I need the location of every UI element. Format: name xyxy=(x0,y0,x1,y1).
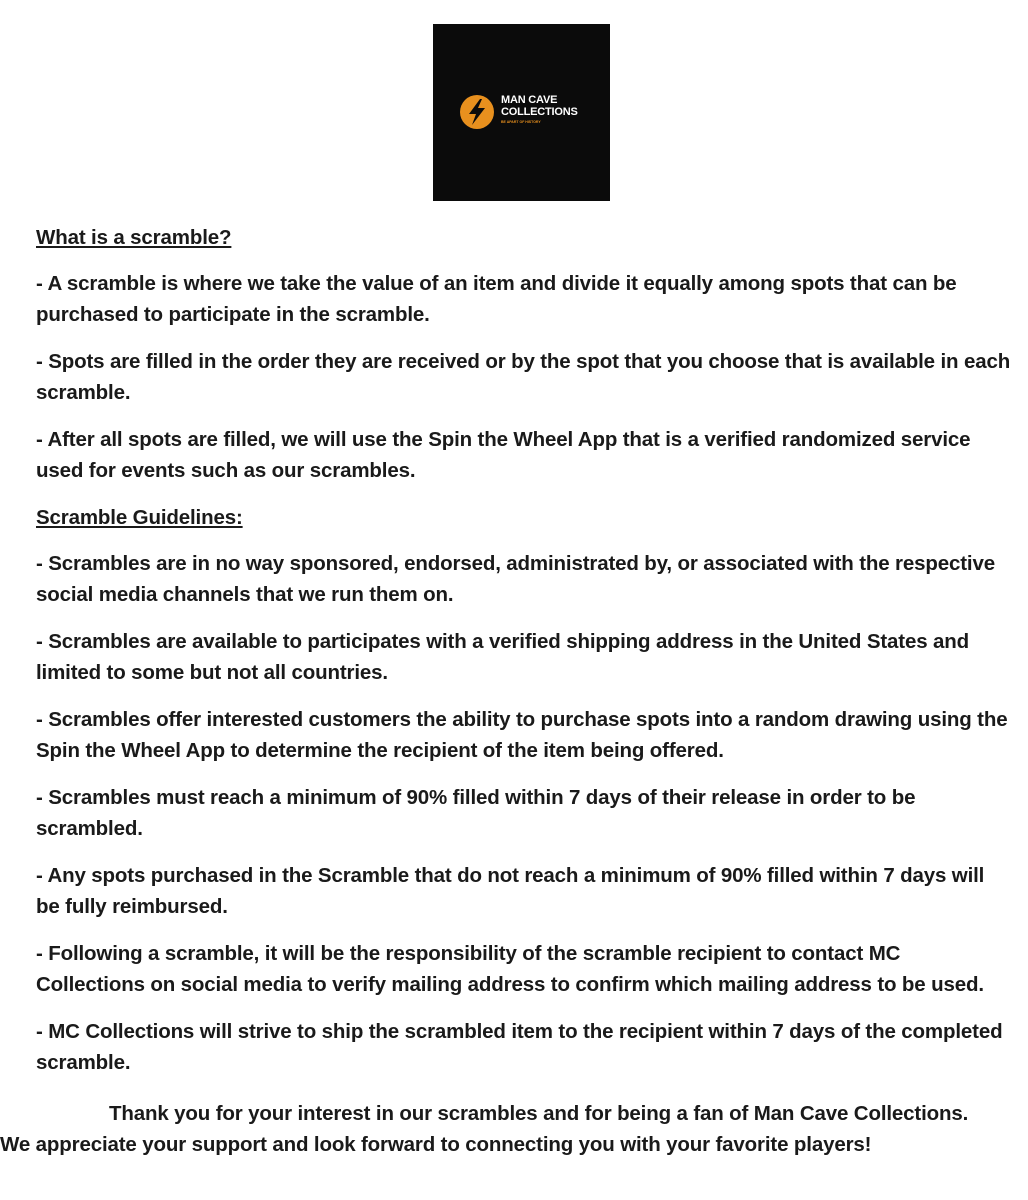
guideline-item: - Scrambles are available to participates with a verified shipping address in the United States and limited to some but not all countries. xyxy=(36,630,969,684)
guideline-item: - Scrambles must reach a minimum of 90% filled within 7 days of their release in order to be scrambled. xyxy=(36,786,916,840)
document-body xyxy=(0,222,1011,1160)
guideline-item: - Following a scramble, it will be the responsibility of the scramble recipient to contact MC Collections on social media to verify mailing address to confirm which mailing address to be used. xyxy=(36,942,984,996)
logo-line-2: COLLECTIONS xyxy=(501,106,578,118)
guideline-item: - Scrambles are in no way sponsored, endorsed, administrated by, or associated with the respective social media channels that we run them on. xyxy=(36,552,995,606)
paragraph: - Spots are filled in the order they are received or by the spot that you choose that is available in each scramble. xyxy=(36,350,1011,404)
paragraph: - A scramble is where we take the value of an item and divide it equally among spots that can be purchased to participate in the scramble. xyxy=(36,272,957,326)
guideline-item: - Scrambles offer interested customers the ability to purchase spots into a random drawing using the Spin the Wheel App to determine the recipient of the item being offered. xyxy=(36,708,1008,762)
logo-line-1: MAN CAVE xyxy=(501,94,558,106)
logo-wordmark xyxy=(501,94,578,118)
paragraph: - After all spots are filled, we will use the Spin the Wheel App that is a verified randomized service used for events such as our scrambles. xyxy=(36,428,971,482)
lightning-bolt-icon xyxy=(459,94,495,130)
section-heading-guidelines: Scramble Guidelines: xyxy=(36,506,243,529)
section-heading-what-is-scramble: What is a scramble? xyxy=(36,226,232,249)
guideline-item: - Any spots purchased in the Scramble that do not reach a minimum of 90% filled within 7 days will be fully reimbursed. xyxy=(36,864,985,918)
closing-message: Thank you for your interest in our scrambles and for being a fan of Man Cave Collections. We appreciate your support and look forward to connecting you with your favorite players! xyxy=(0,1102,969,1156)
logo-tagline: BE APART OF HISTORY xyxy=(501,120,541,124)
guideline-item: - MC Collections will strive to ship the scrambled item to the recipient within 7 days of the completed scramble. xyxy=(36,1020,1003,1074)
brand-logo xyxy=(433,24,610,201)
